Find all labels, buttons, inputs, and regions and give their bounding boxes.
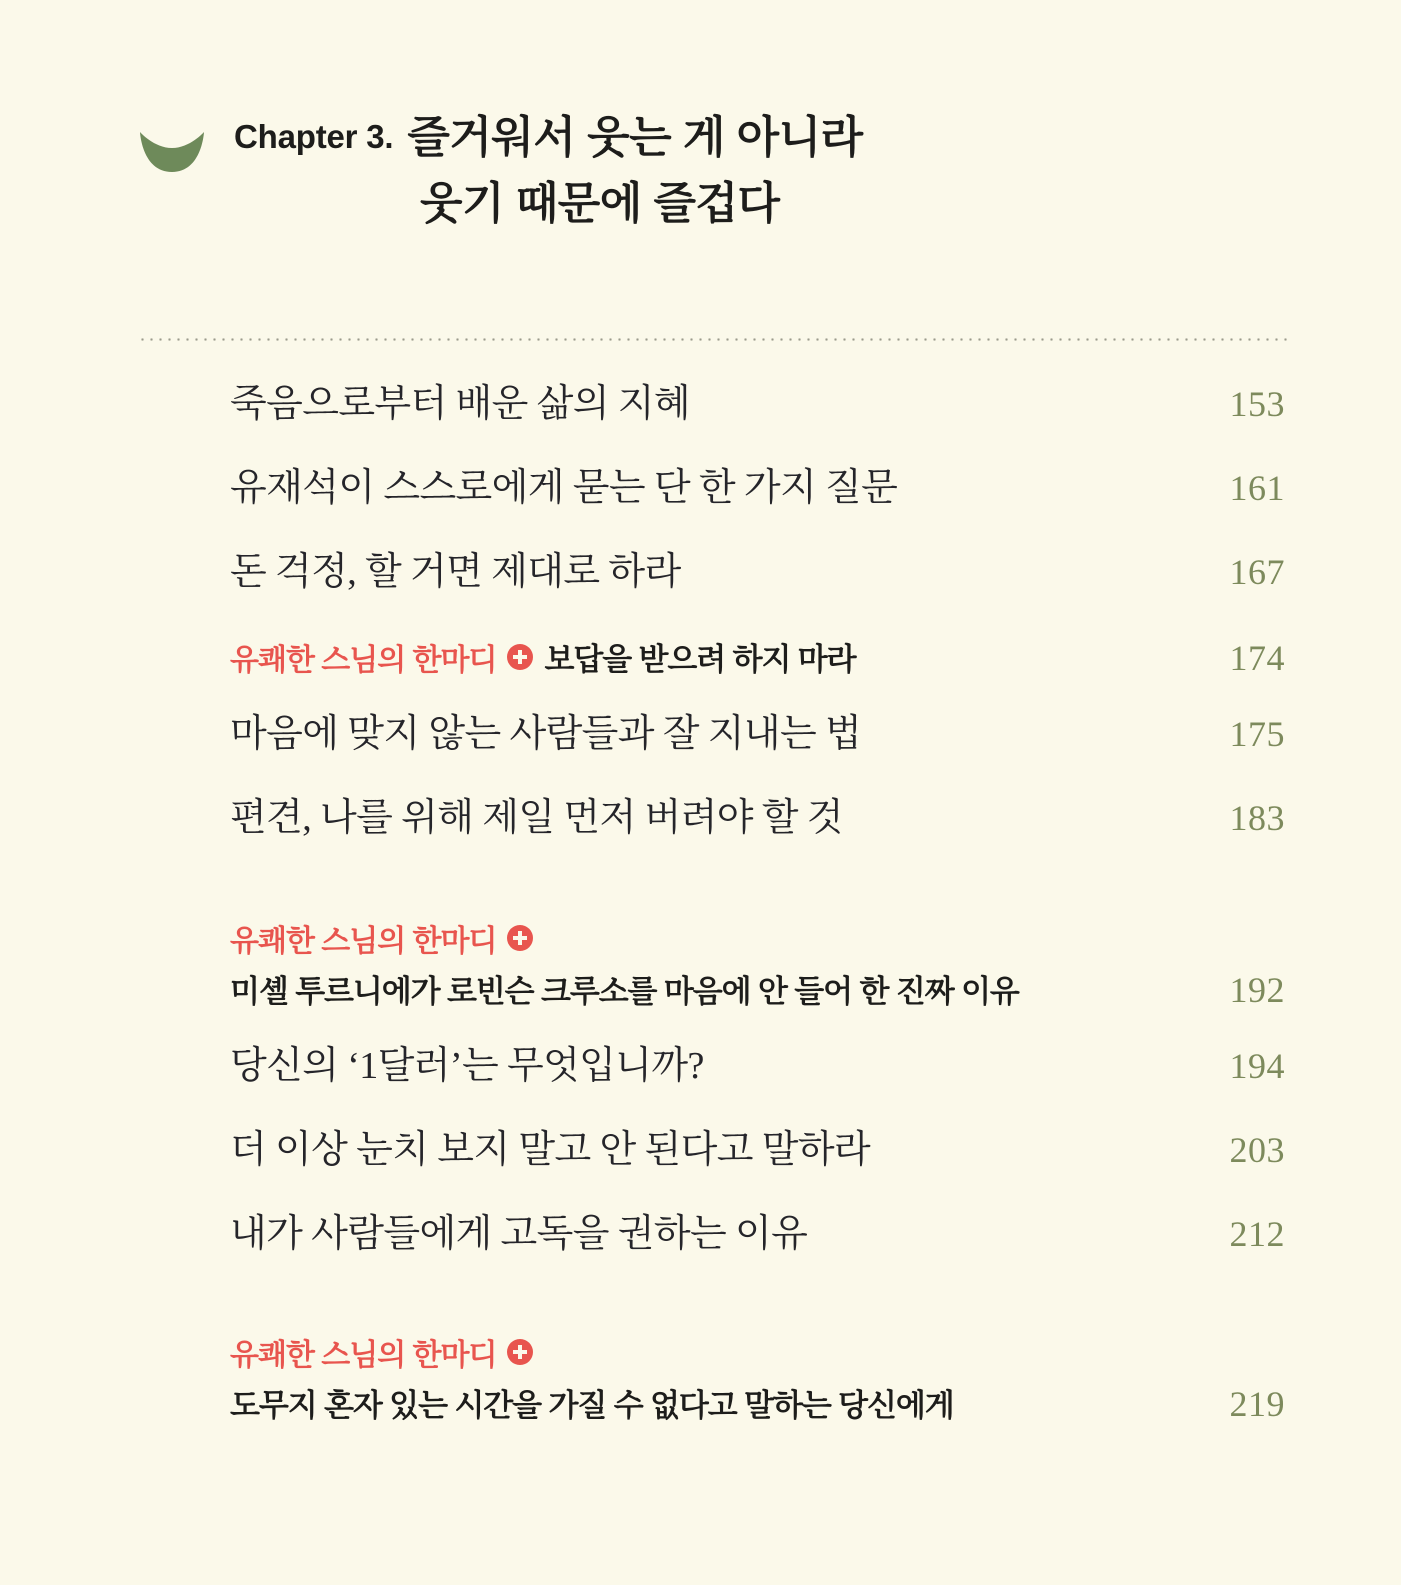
toc-entry[interactable] [138, 550, 1293, 634]
toc-entry[interactable] [138, 1212, 1293, 1296]
plus-icon [507, 1339, 533, 1365]
toc-entry-title: 도무지 혼자 있는 시간을 가질 수 없다고 말하는 당신에게 [230, 1388, 954, 1423]
chapter-title-text-1: 즐거워서 웃는 게 아니라 [407, 113, 863, 162]
toc-entry-highlight[interactable] [138, 634, 1293, 712]
toc-entry-page: 183 [1229, 798, 1285, 838]
toc-entry-title: 당신의 ‘1달러’는 무엇입니까? [230, 1045, 704, 1087]
monk-quote-heading [138, 910, 1293, 966]
chapter-title-line-1 [234, 110, 1298, 165]
toc-entry-highlight[interactable] [138, 966, 1293, 1044]
toc-entry-page: 219 [1229, 1384, 1285, 1424]
toc-entry-title: 죽음으로부터 배운 삶의 지혜 [230, 383, 690, 425]
toc-entry-page: 194 [1229, 1046, 1285, 1086]
toc-entry[interactable] [138, 796, 1293, 880]
toc-entry-title: 유재석이 스스로에게 묻는 단 한 가지 질문 [230, 467, 898, 509]
toc-entry-inline [230, 634, 856, 679]
toc-entry[interactable] [138, 1044, 1293, 1128]
toc-entry-page: 203 [1229, 1130, 1285, 1170]
toc-entry-page: 153 [1229, 384, 1285, 424]
toc-list [138, 382, 1293, 1458]
toc-entry[interactable] [138, 1128, 1293, 1212]
leaf-icon [138, 128, 206, 174]
chapter-title-line-2: 웃기 때문에 즐겁다 [420, 179, 780, 228]
toc-entry-title: 편견, 나를 위해 제일 먼저 버려야 할 것 [230, 797, 843, 839]
toc-entry-page: 175 [1229, 714, 1285, 754]
toc-entry-page: 174 [1229, 638, 1285, 678]
monk-quote-tag: 유쾌한 스님의 한마디 [230, 1339, 497, 1372]
toc-entry-highlight[interactable] [138, 1380, 1293, 1458]
monk-quote-tag: 유쾌한 스님의 한마디 [230, 644, 497, 677]
toc-entry-page: 161 [1229, 468, 1285, 508]
toc-entry-title: 미셸 투르니에가 로빈슨 크루소를 마음에 안 들어 한 진짜 이유 [230, 974, 1019, 1009]
toc-entry[interactable] [138, 712, 1293, 796]
toc-entry[interactable] [138, 382, 1293, 466]
toc-entry-title: 보답을 받으려 하지 마라 [544, 642, 856, 677]
monk-quote-heading [138, 1324, 1293, 1380]
plus-icon [507, 925, 533, 951]
toc-entry-title: 내가 사람들에게 고독을 권하는 이유 [230, 1213, 808, 1255]
plus-icon [507, 644, 533, 670]
toc-entry-page: 192 [1229, 970, 1285, 1010]
chapter-title-block [234, 110, 1298, 232]
toc-entry-title: 돈 걱정, 할 거면 제대로 하라 [230, 551, 681, 593]
chapter-header [138, 110, 1298, 232]
toc-entry-page: 212 [1229, 1214, 1285, 1254]
toc-entry-title: 더 이상 눈치 보지 말고 안 된다고 말하라 [230, 1129, 871, 1171]
toc-entry[interactable] [138, 466, 1293, 550]
toc-entry-title: 마음에 맞지 않는 사람들과 잘 지내는 법 [230, 713, 862, 755]
chapter-label: Chapter 3. [234, 118, 394, 155]
monk-quote-tag: 유쾌한 스님의 한마디 [230, 925, 497, 958]
toc-entry-page: 167 [1229, 552, 1285, 592]
section-divider [138, 338, 1293, 341]
